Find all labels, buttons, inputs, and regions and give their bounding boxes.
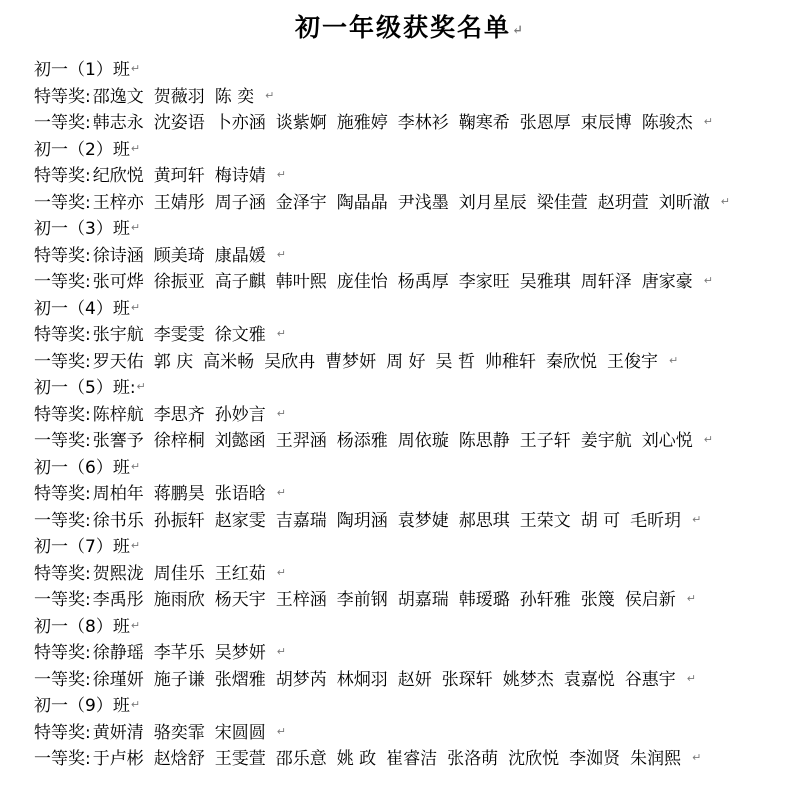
class-heading <box>34 295 786 322</box>
winner-name: 赵玥萱 <box>597 192 649 213</box>
winner-name: 朱润熙 <box>630 749 682 769</box>
winner-name: 孙妙言 <box>214 404 266 425</box>
winner-name: 袁嘉悦 <box>563 669 615 690</box>
winner-name: 毛昕玥 <box>630 510 682 531</box>
paragraph-mark-icon: ↵ <box>136 380 146 393</box>
winner-name: 胡 可 <box>580 510 621 531</box>
winner-name: 贺熙泷 <box>92 563 144 584</box>
class-heading <box>34 533 786 560</box>
prize-label: 一等奖: <box>34 669 91 690</box>
paragraph-mark-icon: ↵ <box>265 88 275 102</box>
award-list <box>34 56 786 772</box>
prize-label: 一等奖: <box>34 749 91 769</box>
winner-name: 施雨欣 <box>153 590 205 610</box>
winner-name: 姚 政 <box>336 749 377 769</box>
paragraph-mark-icon: ↵ <box>130 221 141 234</box>
winner-name: 刘心悦 <box>641 431 693 451</box>
document-title: 初一年级获奖名单↵ <box>295 13 525 42</box>
winner-name: 杨天宇 <box>214 590 266 610</box>
paragraph-mark-icon: ↵ <box>720 194 730 208</box>
special-prize-line <box>34 560 786 587</box>
prize-label: 一等奖: <box>34 431 91 451</box>
winner-name: 周 好 <box>386 351 426 372</box>
winner-name: 邵乐意 <box>275 749 327 769</box>
paragraph-mark-icon: ↵ <box>276 168 286 181</box>
winner-name: 徐振亚 <box>153 272 205 292</box>
prize-label: 一等奖: <box>34 510 91 531</box>
class-heading <box>34 692 786 719</box>
winner-name: 孙轩雅 <box>519 590 571 610</box>
paragraph-mark-icon: ↵ <box>130 459 141 473</box>
winner-name: 王梓涵 <box>275 590 327 610</box>
winner-name: 高子麒 <box>214 272 266 292</box>
winner-name: 徐梓桐 <box>153 431 205 451</box>
first-prize-line <box>34 268 786 295</box>
winner-name: 邵逸文 <box>92 86 144 107</box>
winner-name: 张篾 <box>580 590 615 610</box>
winner-name: 鞠寒希 <box>458 113 510 133</box>
winner-name: 林炯羽 <box>336 669 388 690</box>
winner-name: 张洛萌 <box>447 749 499 769</box>
winner-name: 秦欣悦 <box>545 351 597 372</box>
winner-name: 尹浅墨 <box>397 192 449 213</box>
winner-name: 李家旺 <box>458 272 510 292</box>
prize-label: 特等奖: <box>34 86 91 107</box>
paragraph-mark-icon: ↵ <box>512 23 525 38</box>
winner-name: 张熠雅 <box>214 669 266 690</box>
winner-name: 胡梦芮 <box>275 669 327 690</box>
paragraph-mark-icon: ↵ <box>703 115 713 128</box>
prize-label: 特等奖: <box>34 643 91 663</box>
class-name: 初一（5）班: <box>34 378 136 398</box>
winner-name: 张恩厚 <box>519 113 571 133</box>
class-name: 初一（6）班 <box>34 457 130 478</box>
prize-label: 一等奖: <box>34 590 91 610</box>
winner-name: 王子轩 <box>519 431 571 451</box>
winner-name: 黄珂轩 <box>153 166 205 186</box>
winner-name: 曹梦妍 <box>325 351 377 372</box>
winner-name: 赵家雯 <box>214 510 266 531</box>
paragraph-mark-icon: ↵ <box>130 698 141 711</box>
winner-name: 吉嘉瑞 <box>275 510 327 531</box>
paragraph-mark-icon: ↵ <box>692 512 702 526</box>
winner-name: 崔睿洁 <box>386 749 438 769</box>
winner-name: 顾美琦 <box>153 245 205 266</box>
winner-name: 杨添雅 <box>336 431 388 451</box>
winner-name: 周佳乐 <box>153 563 205 584</box>
winner-name: 刘懿函 <box>214 431 266 451</box>
winner-name: 姚梦杰 <box>502 669 554 690</box>
winner-name: 徐瑾妍 <box>92 669 144 690</box>
paragraph-mark-icon: ↵ <box>703 274 713 287</box>
class-name: 初一（4）班 <box>34 298 130 319</box>
winner-name: 李禹彤 <box>92 590 144 610</box>
paragraph-mark-icon: ↵ <box>130 141 141 155</box>
first-prize-line <box>34 348 786 375</box>
winner-name: 陈骏杰 <box>641 113 693 133</box>
winner-name: 周依璇 <box>397 431 449 451</box>
prize-label: 特等奖: <box>34 722 91 743</box>
winner-name: 周子涵 <box>214 192 266 213</box>
first-prize-line <box>34 109 786 136</box>
winner-name: 刘昕澈 <box>658 192 710 213</box>
winner-name: 帅稚轩 <box>484 351 536 372</box>
class-heading <box>34 613 786 640</box>
winner-name: 李雯雯 <box>153 325 205 345</box>
winner-name: 沈姿语 <box>153 113 205 133</box>
winner-name: 韩叶熙 <box>275 272 327 292</box>
first-prize-line <box>34 189 786 216</box>
class-name: 初一（1）班 <box>34 60 130 80</box>
paragraph-mark-icon: ↵ <box>276 406 286 420</box>
winner-name: 徐诗涵 <box>92 245 144 266</box>
winner-name: 庞佳怡 <box>336 272 388 292</box>
winner-name: 黄妍清 <box>92 722 144 743</box>
winner-name: 赵焓舒 <box>153 749 205 769</box>
special-prize-line <box>34 480 786 507</box>
prize-label: 特等奖: <box>34 166 91 186</box>
winner-name: 王红茹 <box>214 563 266 584</box>
winner-name: 周轩泽 <box>580 272 632 292</box>
first-prize-line <box>34 507 786 534</box>
paragraph-mark-icon: ↵ <box>686 592 696 605</box>
winner-name: 谷惠宇 <box>624 669 676 690</box>
winner-name: 陈 奕 <box>214 86 255 107</box>
winner-name: 王梓亦 <box>92 192 144 213</box>
winner-name: 陈梓航 <box>92 404 144 425</box>
winner-name: 陈思静 <box>458 431 510 451</box>
winner-name: 杨禹厚 <box>397 272 449 292</box>
winner-name: 徐静瑶 <box>92 643 144 663</box>
class-name: 初一（9）班 <box>34 696 130 716</box>
winner-name: 于卢彬 <box>92 749 144 769</box>
paragraph-mark-icon: ↵ <box>130 62 141 75</box>
prize-label: 一等奖: <box>34 272 91 292</box>
winner-name: 陶玥涵 <box>336 510 388 531</box>
prize-label: 特等奖: <box>34 404 91 425</box>
class-name: 初一（7）班 <box>34 537 130 557</box>
winner-name: 贺薇羽 <box>153 86 205 107</box>
winner-name: 张琛轩 <box>441 669 493 690</box>
winner-name: 袁梦婕 <box>397 510 449 531</box>
paragraph-mark-icon: ↵ <box>276 645 286 658</box>
paragraph-mark-icon: ↵ <box>686 671 696 685</box>
winner-name: 施子谦 <box>153 669 205 690</box>
first-prize-line <box>34 427 786 454</box>
paragraph-mark-icon: ↵ <box>692 751 702 764</box>
winner-name: 郝思琪 <box>458 510 510 531</box>
winner-name: 骆奕霏 <box>153 722 205 743</box>
prize-label: 特等奖: <box>34 563 91 584</box>
class-heading <box>34 374 786 401</box>
winner-name: 刘月星辰 <box>458 192 527 213</box>
special-prize-line <box>34 242 786 269</box>
paragraph-mark-icon: ↵ <box>276 724 286 738</box>
class-heading <box>34 215 786 242</box>
winner-name: 徐文雅 <box>214 325 266 345</box>
winner-name: 施雅婷 <box>336 113 388 133</box>
prize-label: 特等奖: <box>34 484 91 504</box>
winner-name: 李林衫 <box>397 113 449 133</box>
winner-name: 梅诗婧 <box>214 166 266 186</box>
winner-name: 李芊乐 <box>153 643 205 663</box>
prize-label: 特等奖: <box>34 325 91 345</box>
winner-name: 谈紫婀 <box>275 113 327 133</box>
special-prize-line <box>34 83 786 110</box>
winner-name: 张宇航 <box>92 325 144 345</box>
winner-name: 韩瑷璐 <box>458 590 510 610</box>
winner-name: 张语晗 <box>214 484 266 504</box>
winner-name: 陶晶晶 <box>336 192 388 213</box>
special-prize-line <box>34 639 786 666</box>
winner-name: 高米畅 <box>203 351 255 372</box>
special-prize-line <box>34 719 786 746</box>
winner-name: 姜宇航 <box>580 431 632 451</box>
winner-name: 王羿涵 <box>275 431 327 451</box>
class-name: 初一（8）班 <box>34 616 130 637</box>
paragraph-mark-icon: ↵ <box>276 247 286 261</box>
prize-label: 一等奖: <box>34 351 91 372</box>
first-prize-line <box>34 666 786 693</box>
paragraph-mark-icon: ↵ <box>130 539 141 552</box>
prize-label: 特等奖: <box>34 245 91 266</box>
class-heading <box>34 136 786 163</box>
special-prize-line <box>34 401 786 428</box>
paragraph-mark-icon: ↵ <box>668 353 679 367</box>
document-page <box>0 6 800 799</box>
special-prize-line <box>34 162 786 189</box>
paragraph-mark-icon: ↵ <box>276 327 286 340</box>
class-heading <box>34 454 786 481</box>
class-name: 初一（2）班 <box>34 139 130 160</box>
class-name: 初一（3）班 <box>34 219 130 239</box>
winner-name: 李洳贤 <box>569 749 621 769</box>
winner-name: 王荣文 <box>519 510 571 531</box>
prize-label: 一等奖: <box>34 192 91 213</box>
prize-label: 一等奖: <box>34 113 91 133</box>
winner-name: 宋圆圆 <box>214 722 266 743</box>
winner-name: 纪欣悦 <box>92 166 144 186</box>
winner-name: 徐书乐 <box>92 510 144 531</box>
winner-name: 金泽宇 <box>275 192 327 213</box>
paragraph-mark-icon: ↵ <box>130 300 141 314</box>
winner-name: 王雯萱 <box>214 749 266 769</box>
winner-name: 唐家豪 <box>641 272 693 292</box>
winner-name: 侯启新 <box>624 590 676 610</box>
winner-name: 沈欣悦 <box>508 749 560 769</box>
winner-name: 张可烨 <box>92 272 144 292</box>
winner-name: 周柏年 <box>92 484 144 504</box>
winner-name: 孙振轩 <box>153 510 205 531</box>
winner-name: 吴雅琪 <box>519 272 571 292</box>
winner-name: 罗天佑 <box>92 351 144 372</box>
first-prize-line <box>34 586 786 613</box>
winner-name: 蒋鹏昊 <box>153 484 205 504</box>
winner-name: 束辰博 <box>580 113 632 133</box>
paragraph-mark-icon: ↵ <box>703 433 713 446</box>
winner-name: 李思齐 <box>153 404 205 425</box>
paragraph-mark-icon: ↵ <box>130 618 141 632</box>
winner-name: 王婧彤 <box>153 192 205 213</box>
winner-name: 李前钢 <box>336 590 388 610</box>
paragraph-mark-icon: ↵ <box>276 565 286 579</box>
winner-name: 赵妍 <box>397 669 432 690</box>
paragraph-mark-icon: ↵ <box>276 486 286 499</box>
winner-name: 康晶媛 <box>214 245 266 266</box>
winner-name: 卜亦涵 <box>214 113 266 133</box>
class-heading <box>34 56 786 83</box>
winner-name: 韩志永 <box>92 113 144 133</box>
winner-name: 郭 庆 <box>153 351 194 372</box>
winner-name: 吴欣冉 <box>264 351 316 372</box>
winner-name: 张謇予 <box>92 431 144 451</box>
winner-name: 吴梦妍 <box>214 643 266 663</box>
winner-name: 梁佳萱 <box>536 192 588 213</box>
special-prize-line <box>34 321 786 348</box>
first-prize-line <box>34 745 786 772</box>
winner-name: 王俊宇 <box>606 351 658 372</box>
winner-name: 胡嘉瑞 <box>397 590 449 610</box>
winner-name: 吴 哲 <box>435 351 475 372</box>
